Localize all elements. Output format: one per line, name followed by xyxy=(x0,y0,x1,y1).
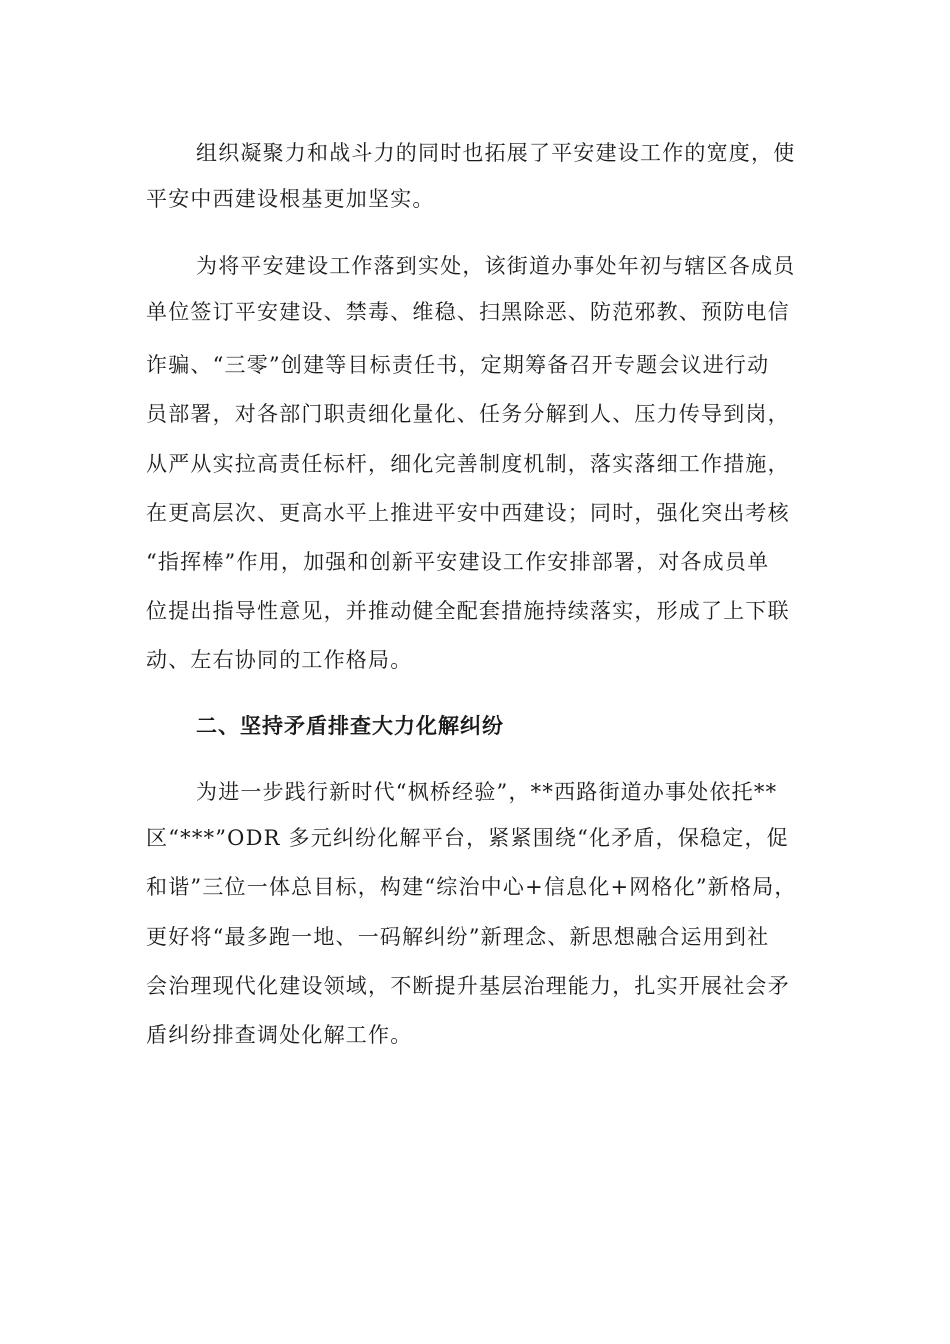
paragraph-3-line-4: 更好将“最多跑一地、一码解纠纷”新理念、新思想融合运用到社 xyxy=(146,925,770,949)
paragraph-2-line-9: 动、左右协同的工作格局。 xyxy=(146,648,413,672)
paragraph-2-line-7: “指挥棒”作用，加强和创新平安建设工作安排部署，对各成员单 xyxy=(146,550,770,574)
paragraph-2-line-3: 诈骗、“三零”创建等目标责任书，定期筹备召开专题会议进行动 xyxy=(146,353,770,377)
paragraph-3-line-3: 和谐”三位一体总目标，构建“综治中心+信息化+网格化”新格局， xyxy=(146,875,797,899)
paragraph-3-line-2: 区“***”ODR 多元纠纷化解平台，紧紧围绕“化矛盾，保稳定，促 xyxy=(146,826,789,850)
paragraph-3-line-5: 会治理现代化建设领域，不断提升基层治理能力，扎实开展社会矛 xyxy=(146,974,790,998)
paragraph-2-line-2: 单位签订平安建设、禁毒、维稳、扫黑除恶、防范邪教、预防电信 xyxy=(146,300,790,324)
section-heading: 二、坚持矛盾排查大力化解纠纷 xyxy=(196,714,504,738)
paragraph-2-line-4: 员部署，对各部门职责细化量化、任务分解到人、压力传导到岗， xyxy=(146,402,790,426)
paragraph-2-line-5: 从严从实拉高责任标杆，细化完善制度机制，落实落细工作措施， xyxy=(146,452,790,476)
paragraph-1-line-2: 平安中西建设根基更加坚实。 xyxy=(146,187,435,211)
paragraph-2-line-8: 位提出指导性意见，并推动健全配套措施持续落实，形成了上下联 xyxy=(146,599,790,623)
paragraph-3-line-6: 盾纠纷排查调处化解工作。 xyxy=(146,1023,413,1047)
paragraph-2-line-1: 为将平安建设工作落到实处，该街道办事处年初与辖区各成员 xyxy=(196,254,796,278)
paragraph-3-line-1: 为进一步践行新时代“枫桥经验”，**西路街道办事处依托** xyxy=(196,780,778,804)
paragraph-1-line-1: 组织凝聚力和战斗力的同时也拓展了平安建设工作的宽度，使 xyxy=(196,141,796,165)
paragraph-2-line-6: 在更高层次、更高水平上推进平安中西建设；同时，强化突出考核 xyxy=(146,501,790,525)
